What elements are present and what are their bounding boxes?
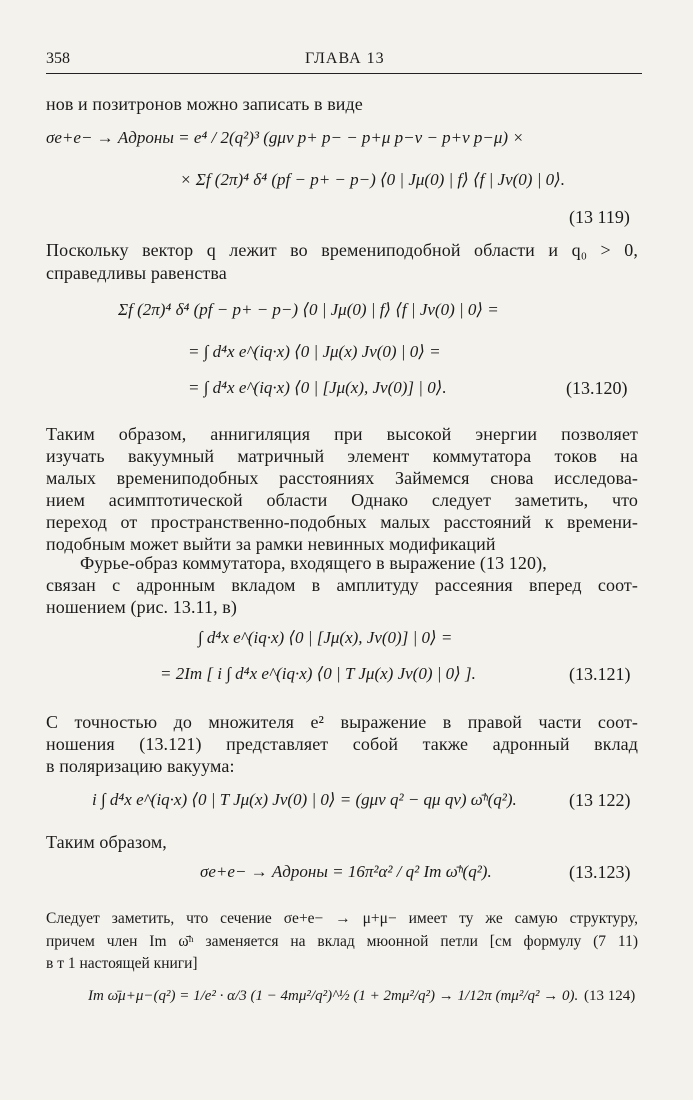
- text-line: справедливы равенства: [46, 263, 227, 283]
- text-line: Поскольку вектор q лежит во времениподобной области и q₀ > 0,: [46, 240, 638, 260]
- text-line: подобным может выйти за рамки невинных модификаций: [46, 534, 496, 554]
- text-line: переход от пространственно-подобных малых расстояний к времени-: [46, 512, 638, 532]
- equation-13-119-line2: × Σf (2π)⁴ δ⁴ (pf − p+ − p−) ⟨0 | Jμ(0) | f⟩ ⟨f | Jν(0) | 0⟩.: [180, 170, 566, 189]
- equation-13-120-line3: = ∫ d⁴x e^(iq·x) ⟨0 | [Jμ(x), Jν(0)] | 0⟩.: [188, 378, 447, 397]
- equation-number: (13.120): [566, 378, 628, 398]
- equation-13-120-line2: = ∫ d⁴x e^(iq·x) ⟨0 | Jμ(x) Jν(0) | 0⟩ =: [188, 342, 441, 361]
- text-line: Таким образом, аннигиляция при высокой энергии позволяет: [46, 424, 638, 444]
- header-rule: [46, 73, 642, 74]
- chapter-heading: ГЛАВА 13: [305, 50, 385, 67]
- text-line: Таким образом,: [46, 832, 167, 852]
- equation-13-124: Im ω̄μ+μ−(q²) = 1/e² · α/3 (1 − 4mμ²/q²)^½ (1 + 2mμ²/q²) → 1/12π (mμ²/q² → 0).: [88, 988, 579, 1004]
- equation-13-119-line1: σe+e− → Адроны = e⁴ / 2(q²)³ (gμν p+ p− − p+μ p−ν − p+ν p−μ) ×: [46, 128, 524, 147]
- equation-number: (13 119): [569, 207, 630, 227]
- text-line: изучать вакуумный матричный элемент коммутатора токов на: [46, 446, 638, 466]
- text-line: ношения (13.121) представляет собой также адронный вклад: [46, 734, 638, 754]
- text-line: причем член Im ω̄ʰ заменяется на вклад мюонной петли [см формулу (7 11): [46, 933, 638, 950]
- equation-number: (13 124): [584, 988, 636, 1004]
- text-line: нов и позитронов можно записать в виде: [46, 94, 363, 114]
- equation-13-120-line1: Σf (2π)⁴ δ⁴ (pf − p+ − p−) ⟨0 | Jμ(0) | f⟩ ⟨f | Jν(0) | 0⟩ =: [118, 300, 499, 319]
- equation-13-123: σe+e− → Адроны = 16π²α² / q² Im ω̄ʰ(q²).: [200, 862, 492, 881]
- text-line: Следует заметить, что сечение σe+e− → μ+μ− имеет ту же самую структуру,: [46, 910, 638, 927]
- equation-number: (13.123): [569, 862, 631, 882]
- equation-13-122: i ∫ d⁴x e^(iq·x) ⟨0 | T Jμ(x) Jν(0) | 0⟩ = (gμν q² − qμ qν) ω̄ʰ(q²).: [92, 790, 517, 809]
- equation-13-121-line2: = 2Im [ i ∫ d⁴x e^(iq·x) ⟨0 | T Jμ(x) Jν(0) | 0⟩ ].: [160, 664, 476, 683]
- text-line: малых времениподобных расстояниях Займемся снова исследова-: [46, 468, 638, 488]
- page-number: 358: [46, 50, 70, 67]
- text-line: нием асимптотической области Однако следует заметить, что: [46, 490, 638, 510]
- text-line: связан с адронным вкладом в амплитуду рассеяния вперед соот-: [46, 575, 638, 595]
- text-line: Фурье-образ коммутатора, входящего в выражение (13 120),: [80, 553, 547, 573]
- text-line: в т 1 настоящей книги]: [46, 955, 198, 972]
- text-line: С точностью до множителя e² выражение в правой части соот-: [46, 712, 638, 732]
- equation-number: (13.121): [569, 664, 631, 684]
- equation-13-121-line1: ∫ d⁴x e^(iq·x) ⟨0 | [Jμ(x), Jν(0)] | 0⟩ =: [198, 628, 453, 647]
- text-line: в поляризацию вакуума:: [46, 756, 235, 776]
- equation-number: (13 122): [569, 790, 631, 810]
- text-line: ношением (рис. 13.11, в): [46, 597, 237, 617]
